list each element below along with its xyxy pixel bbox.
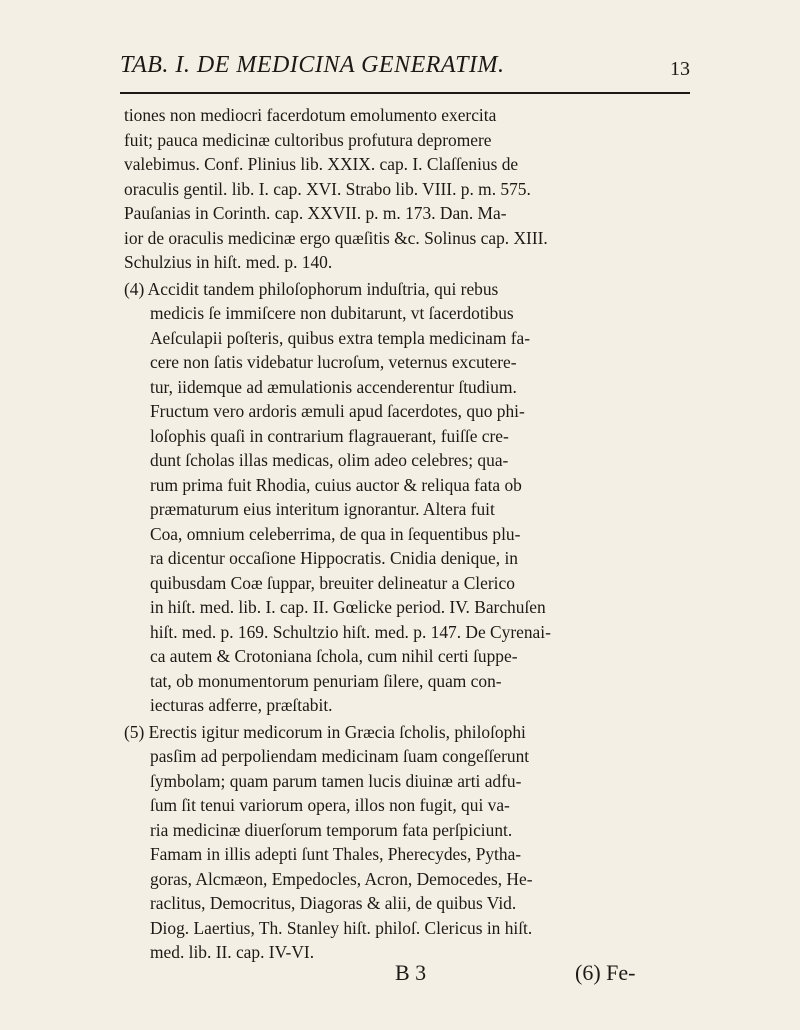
- text-line: quibusdam Coæ ſuppar, breuiter delineatur a Clerico: [150, 572, 515, 593]
- text-line: ſymbolam; quam parum tamen lucis diuinæ arti adfu-: [150, 770, 522, 791]
- paragraph-continuation: [124, 103, 712, 275]
- paragraph-number: (5): [124, 721, 145, 742]
- paragraph-number: (4): [124, 278, 145, 299]
- text-line: rum prima fuit Rhodia, cuius auctor & reliqua fata ob: [150, 474, 522, 495]
- text-line: fuit; pauca medicinæ cultoribus profutura depromere: [124, 129, 492, 150]
- text-line: Diog. Laertius, Th. Stanley hiſt. philoſ. Clericus in hiſt.: [150, 917, 533, 938]
- text-line: hiſt. med. p. 169. Schultzio hiſt. med. p. 147. De Cyrenai-: [150, 621, 551, 642]
- text-line: tiones non mediocri facerdotum emolumento exercita: [124, 105, 497, 125]
- running-head: TAB. I. DE MEDICINA GENERATIM.: [120, 52, 505, 78]
- text-line: pasſim ad perpoliendam medicinam ſuam congeſſerunt: [150, 746, 530, 766]
- page-footer: [395, 960, 725, 990]
- text-line: Famam in illis adepti ſunt Thales, Pherecydes, Pytha-: [150, 844, 522, 864]
- signature-mark: B 3: [395, 960, 427, 985]
- paragraph-4: [124, 277, 712, 718]
- catchword: (6) Fe-: [575, 960, 636, 985]
- text-line: iecturas adferre, præſtabit.: [150, 695, 333, 715]
- text-line: dunt ſcholas illas medicas, olim adeo celebres; qua-: [150, 450, 509, 470]
- text-line: goras, Alcmæon, Empedocles, Acron, Democedes, He-: [150, 868, 533, 889]
- text-line: ſum ſit tenui variorum opera, illos non fugit, qui va-: [150, 795, 510, 815]
- text-line: cere non ſatis videbatur lucroſum, veternus excutere-: [150, 352, 517, 372]
- text-line: medicis ſe immiſcere non dubitarunt, vt ſacerdotibus: [150, 303, 514, 323]
- text-line: (5) Erectis igitur medicorum in Græcia ſcholis, philoſophi: [124, 721, 526, 742]
- text-line: valebimus. Conf. Plinius lib. XXIX. cap. I. Claſſenius de: [124, 154, 519, 174]
- text-line: loſophis quaſi in contrarium flagrauerant, fuiſſe cre-: [150, 425, 509, 446]
- text-line: med. lib. II. cap. IV-VI.: [150, 942, 315, 962]
- text-line: Pauſanias in Corinth. cap. XXVII. p. m. 173. Dan. Ma-: [124, 203, 507, 223]
- text-line: Schulzius in hiſt. med. p. 140.: [124, 252, 333, 272]
- text-line: ior de oraculis medicinæ ergo quæſitis &c. Solinus cap. XIII.: [124, 227, 548, 248]
- text-line: ria medicinæ diuerſorum temporum fata perſpiciunt.: [150, 819, 513, 840]
- text-line: in hiſt. med. lib. I. cap. II. Gœlicke period. IV. Barchuſen: [150, 597, 546, 617]
- text-line: ra dicentur occaſione Hippocratis. Cnidia denique, in: [150, 548, 518, 568]
- text-line: raclitus, Democritus, Diagoras & alii, de quibus Vid.: [150, 893, 517, 913]
- text-line: oraculis gentil. lib. I. cap. XVI. Strabo lib. VIII. p. m. 575.: [124, 178, 531, 199]
- paragraph-5: [124, 720, 712, 965]
- text-line: tat, ob monumentorum penuriam ſilere, quam con-: [150, 670, 502, 691]
- text-line: (4) Accidit tandem philoſophorum induſtria, qui rebus: [124, 278, 499, 299]
- text-line: præmaturum eius interitum ignorantur. Altera fuit: [150, 499, 495, 519]
- body-text: [124, 103, 712, 965]
- page-header: [120, 52, 690, 92]
- text-line: ca autem & Crotoniana ſchola, cum nihil certi ſuppe-: [150, 646, 518, 666]
- text-line: Fructum vero ardoris æmuli apud ſacerdotes, quo phi-: [150, 401, 525, 421]
- text-line: Coa, omnium celeberrima, de qua in ſequentibus plu-: [150, 523, 521, 544]
- page-number: 13: [670, 58, 690, 80]
- header-rule: [120, 92, 690, 94]
- text-line: Aeſculapii poſteris, quibus extra templa medicinam fa-: [150, 327, 531, 348]
- text-line: tur, iidemque ad æmulationis accenderentur ſtudium.: [150, 376, 517, 397]
